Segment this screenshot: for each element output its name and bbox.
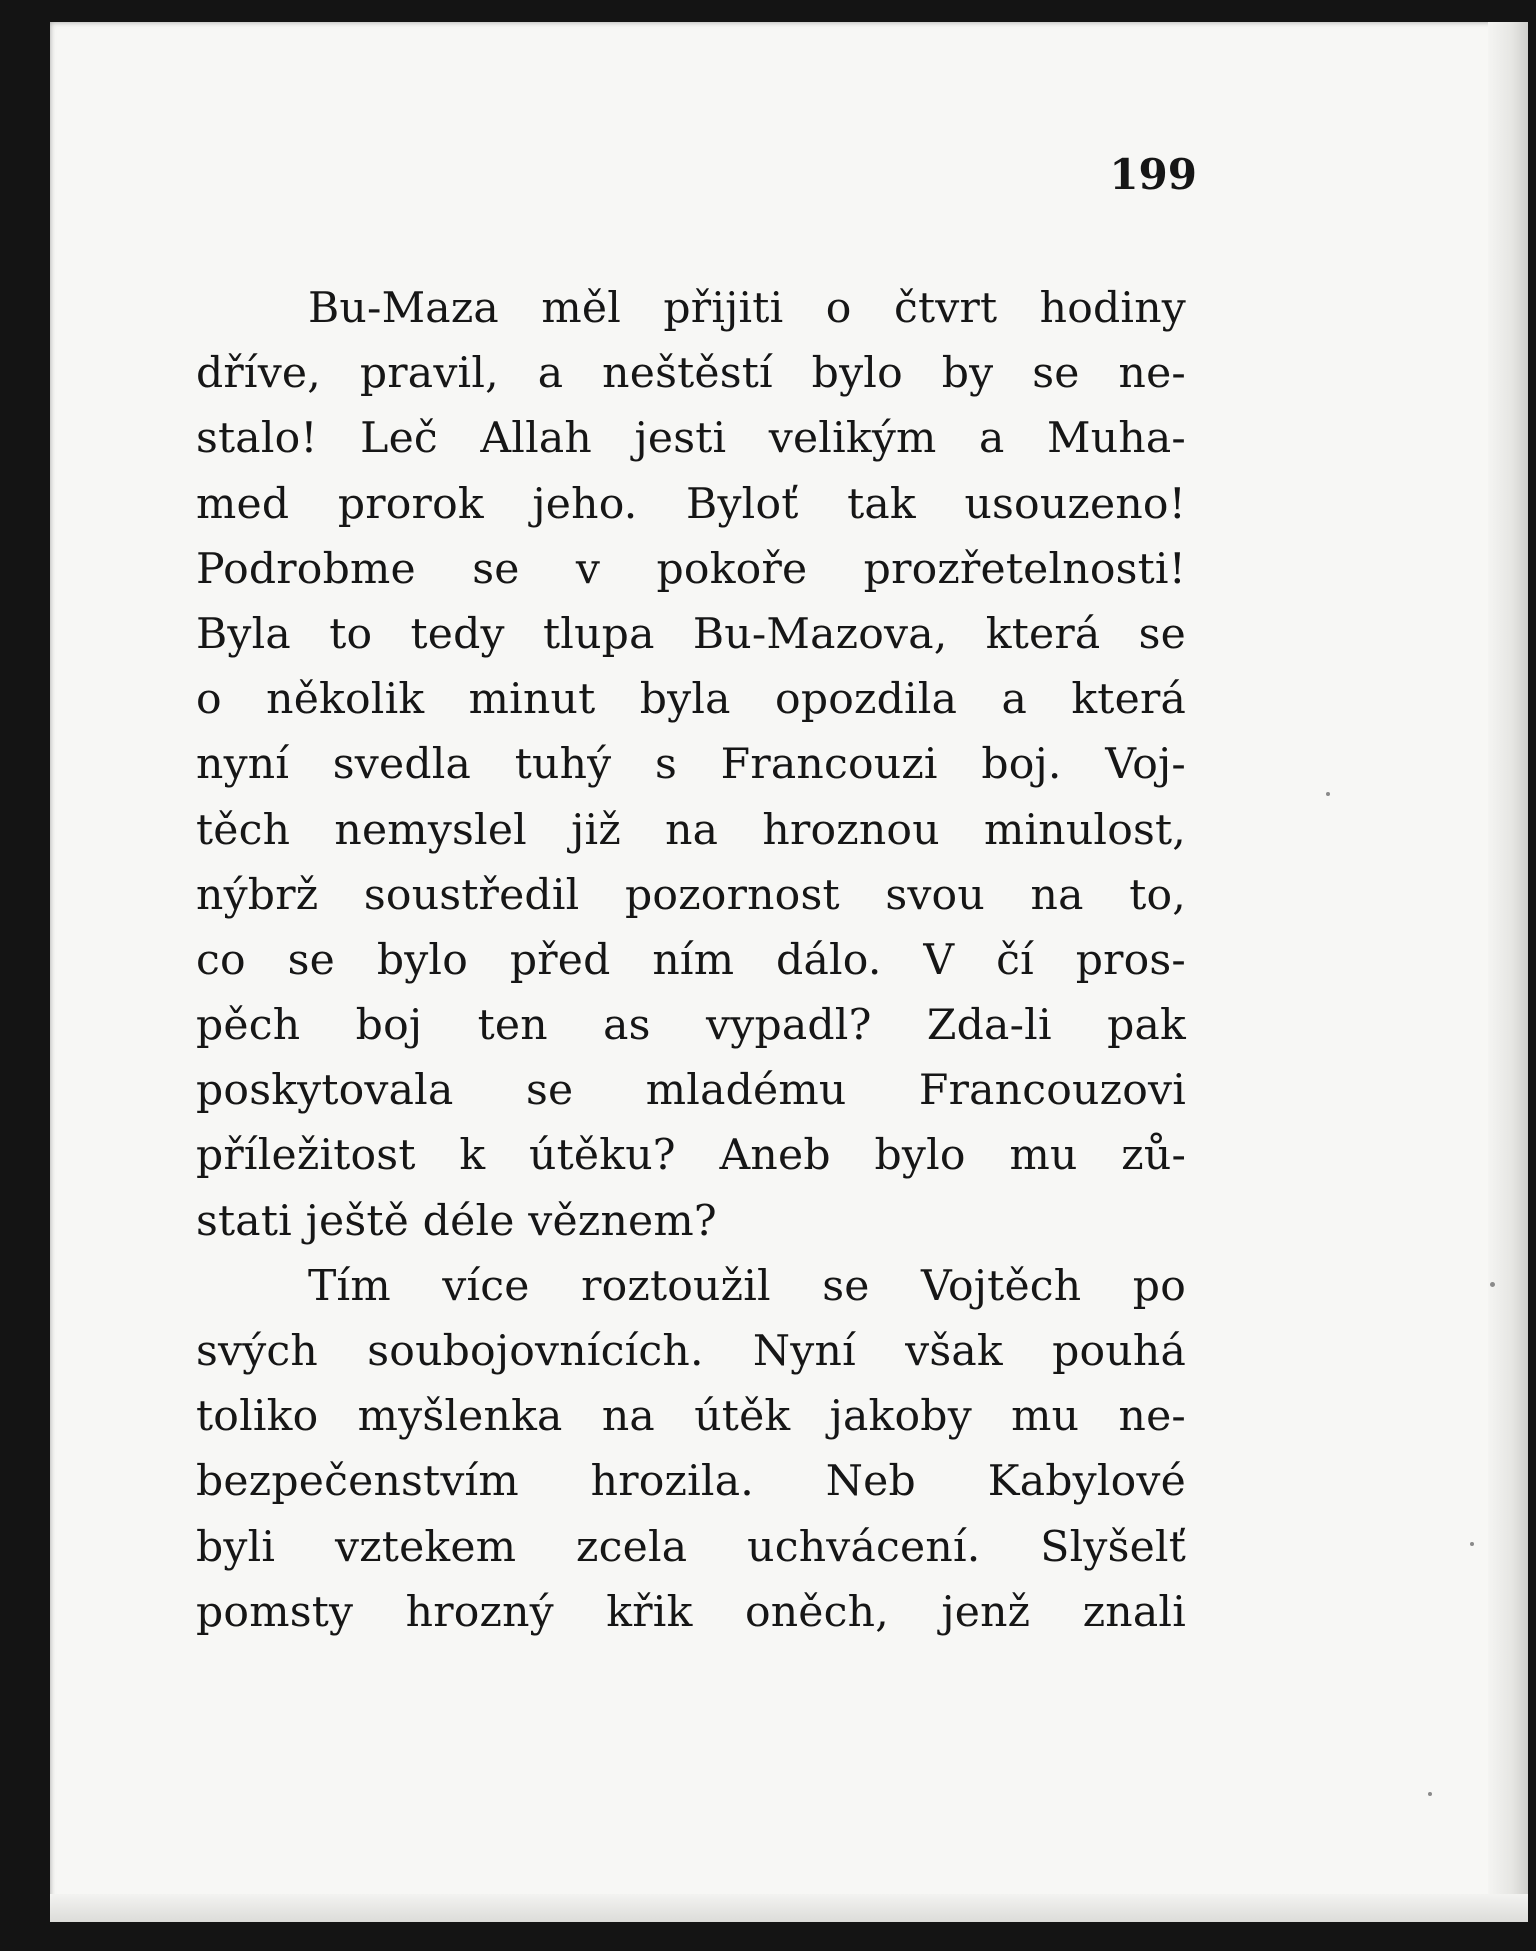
text-line: Byla to tedy tlupa Bu-Mazova, která se [196,609,1186,659]
text-line: med prorok jeho. Byloť tak usouzeno! [196,479,1186,529]
text-line: byli vztekem zcela uchvácení. Slyšelť [196,1522,1186,1572]
paragraph-2 [196,1254,1186,1645]
text-line: nyní svedla tuhý s Francouzi boj. Voj- [196,740,1186,790]
text-line: o několik minut byla opozdila a která [196,675,1186,725]
text-line: poskytovala se mladému Francouzovi [196,1066,1186,1116]
text-line: příležitost k útěku? Aneb bylo mu zů- [196,1131,1186,1181]
paper-speck [1470,1542,1474,1546]
text-line: pěch boj ten as vypadl? Zda-li pak [196,1001,1186,1051]
text-line: stalo! Leč Allah jesti velikým a Muha- [196,414,1186,464]
text-line: co se bylo před ním dálo. V čí pros- [196,935,1186,985]
text-line: Tím více roztoužil se Vojtěch po [308,1261,1186,1311]
text-line: dříve, pravil, a neštěstí bylo by se ne- [196,349,1186,399]
text-line: Bu-Maza měl přijiti o čtvrt hodiny [308,284,1186,333]
text-line: nýbrž soustředil pozornost svou na to, [196,870,1186,920]
text-line: bezpečenstvím hrozila. Neb Kabylové [196,1457,1186,1507]
text-line: stati ještě déle věznem? [196,1196,717,1246]
paper-speck [1326,792,1330,796]
text-line: pomsty hrozný křik oněch, jenž znali [196,1587,1186,1637]
paragraph-1 [196,276,1186,1254]
text-line: těch nemyslel již na hroznou minulost, [196,805,1186,855]
text-line: Podrobme se v pokoře prozřetelnosti! [196,544,1186,594]
paper-speck [1490,1282,1495,1287]
page-edge-shadow [1488,22,1528,1922]
page-bottom-shadow [50,1894,1528,1922]
page-number: 199 [1109,150,1197,199]
body-text [196,276,1186,1645]
text-line: toliko myšlenka na útěk jakoby mu ne- [196,1392,1186,1442]
text-line: svých soubojovnících. Nyní však pouhá [196,1327,1186,1376]
paper-speck [1428,1792,1432,1796]
